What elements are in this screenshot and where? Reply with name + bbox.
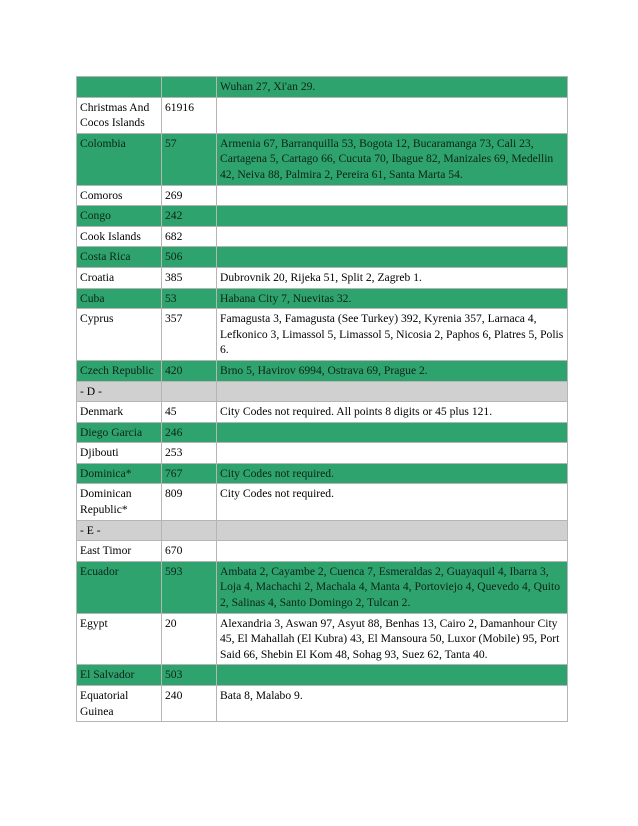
table-row — [77, 443, 568, 464]
city-codes-cell: Alexandria 3, Aswan 97, Asyut 88, Benhas 13, Cairo 2, Damanhour City 45, El Mahallah (El Kubra) 43, El Mansoura 50, Luxor (Mobile) 95, Port Said 66, Shebin El Kom 48, Sohag 93, Suez 62, Tanta 40. — [217, 613, 568, 665]
country-cell: Egypt — [77, 613, 162, 665]
dial-code-cell: 357 — [162, 309, 217, 361]
table-row — [77, 226, 568, 247]
country-cell: Djibouti — [77, 443, 162, 464]
table-row — [77, 288, 568, 309]
country-cell: East Timor — [77, 541, 162, 562]
table-row — [77, 613, 568, 665]
dial-code-cell: 767 — [162, 463, 217, 484]
city-codes-cell: City Codes not required. — [217, 484, 568, 520]
city-codes-cell — [217, 665, 568, 686]
city-codes-cell: Bata 8, Malabo 9. — [217, 686, 568, 722]
country-cell: El Salvador — [77, 665, 162, 686]
table-row — [77, 686, 568, 722]
dial-code-cell: 240 — [162, 686, 217, 722]
city-codes-cell: Dubrovnik 20, Rijeka 51, Split 2, Zagreb 1. — [217, 267, 568, 288]
city-codes-cell — [217, 422, 568, 443]
city-codes-cell — [217, 185, 568, 206]
country-cell: Cyprus — [77, 309, 162, 361]
section-header-row — [77, 381, 568, 402]
dial-code-cell: 45 — [162, 402, 217, 423]
country-cell: - E - — [77, 520, 162, 541]
country-cell: Denmark — [77, 402, 162, 423]
dial-code-cell: 420 — [162, 360, 217, 381]
country-cell: Cuba — [77, 288, 162, 309]
table-row — [77, 133, 568, 185]
country-code-table — [76, 76, 568, 722]
table-row — [77, 309, 568, 361]
country-cell: Christmas And Cocos Islands — [77, 97, 162, 133]
dial-code-cell — [162, 77, 217, 98]
city-codes-cell: City Codes not required. — [217, 463, 568, 484]
table-body — [77, 77, 568, 722]
country-cell: Ecuador — [77, 561, 162, 613]
section-header-row — [77, 520, 568, 541]
country-cell: Congo — [77, 206, 162, 227]
table-row — [77, 665, 568, 686]
table-row — [77, 185, 568, 206]
dial-code-cell: 246 — [162, 422, 217, 443]
table-row — [77, 247, 568, 268]
dial-code-cell: 503 — [162, 665, 217, 686]
country-cell: Czech Republic — [77, 360, 162, 381]
city-codes-cell: City Codes not required. All points 8 digits or 45 plus 121. — [217, 402, 568, 423]
country-cell: - D - — [77, 381, 162, 402]
table-row — [77, 541, 568, 562]
country-cell: Cook Islands — [77, 226, 162, 247]
country-cell: Croatia — [77, 267, 162, 288]
country-cell: Comoros — [77, 185, 162, 206]
dial-code-cell: 593 — [162, 561, 217, 613]
dial-code-cell: 809 — [162, 484, 217, 520]
country-cell: Diego Garcia — [77, 422, 162, 443]
table-row — [77, 402, 568, 423]
dial-code-cell: 57 — [162, 133, 217, 185]
table-row — [77, 267, 568, 288]
country-cell: Equatorial Guinea — [77, 686, 162, 722]
table-row — [77, 484, 568, 520]
country-cell: Dominica* — [77, 463, 162, 484]
dial-code-cell: 53 — [162, 288, 217, 309]
city-codes-cell — [217, 541, 568, 562]
dial-code-cell — [162, 520, 217, 541]
city-codes-cell: Ambata 2, Cayambe 2, Cuenca 7, Esmeraldas 2, Guayaquil 4, Ibarra 3, Loja 4, Machachi 2, Machala 4, Manta 4, Portoviejo 4, Quevedo 4, Quito 2, Salinas 4, Santo Domingo 2, Tulcan 2. — [217, 561, 568, 613]
table-row — [77, 422, 568, 443]
country-cell: Dominican Republic* — [77, 484, 162, 520]
table-row — [77, 561, 568, 613]
city-codes-cell — [217, 206, 568, 227]
country-cell — [77, 77, 162, 98]
dial-code-cell: 20 — [162, 613, 217, 665]
city-codes-cell — [217, 97, 568, 133]
dial-code-cell: 506 — [162, 247, 217, 268]
dial-code-cell: 61916 — [162, 97, 217, 133]
city-codes-cell: Wuhan 27, Xi'an 29. — [217, 77, 568, 98]
dial-code-cell: 269 — [162, 185, 217, 206]
dial-code-cell — [162, 381, 217, 402]
city-codes-cell: Brno 5, Havirov 6994, Ostrava 69, Prague 2. — [217, 360, 568, 381]
city-codes-cell — [217, 381, 568, 402]
dial-code-cell: 670 — [162, 541, 217, 562]
country-cell: Costa Rica — [77, 247, 162, 268]
table-row — [77, 360, 568, 381]
dial-code-cell: 242 — [162, 206, 217, 227]
country-cell: Colombia — [77, 133, 162, 185]
table-row — [77, 206, 568, 227]
city-codes-cell: Famagusta 3, Famagusta (See Turkey) 392, Kyrenia 357, Larnaca 4, Lefkonico 3, Limassol 5, Limassol 5, Nicosia 2, Paphos 6, Platres 5, Polis 6. — [217, 309, 568, 361]
table-row — [77, 97, 568, 133]
city-codes-cell — [217, 247, 568, 268]
city-codes-cell — [217, 520, 568, 541]
dial-code-cell: 385 — [162, 267, 217, 288]
city-codes-cell: Habana City 7, Nuevitas 32. — [217, 288, 568, 309]
city-codes-cell — [217, 443, 568, 464]
table-row — [77, 463, 568, 484]
dial-code-cell: 253 — [162, 443, 217, 464]
table-row — [77, 77, 568, 98]
city-codes-cell: Armenia 67, Barranquilla 53, Bogota 12, Bucaramanga 73, Cali 23, Cartagena 5, Cartago 66, Cucuta 70, Ibague 82, Manizales 69, Medellin 42, Neiva 88, Palmira 2, Pereira 61, Santa Marta 54. — [217, 133, 568, 185]
city-codes-cell — [217, 226, 568, 247]
dial-code-cell: 682 — [162, 226, 217, 247]
